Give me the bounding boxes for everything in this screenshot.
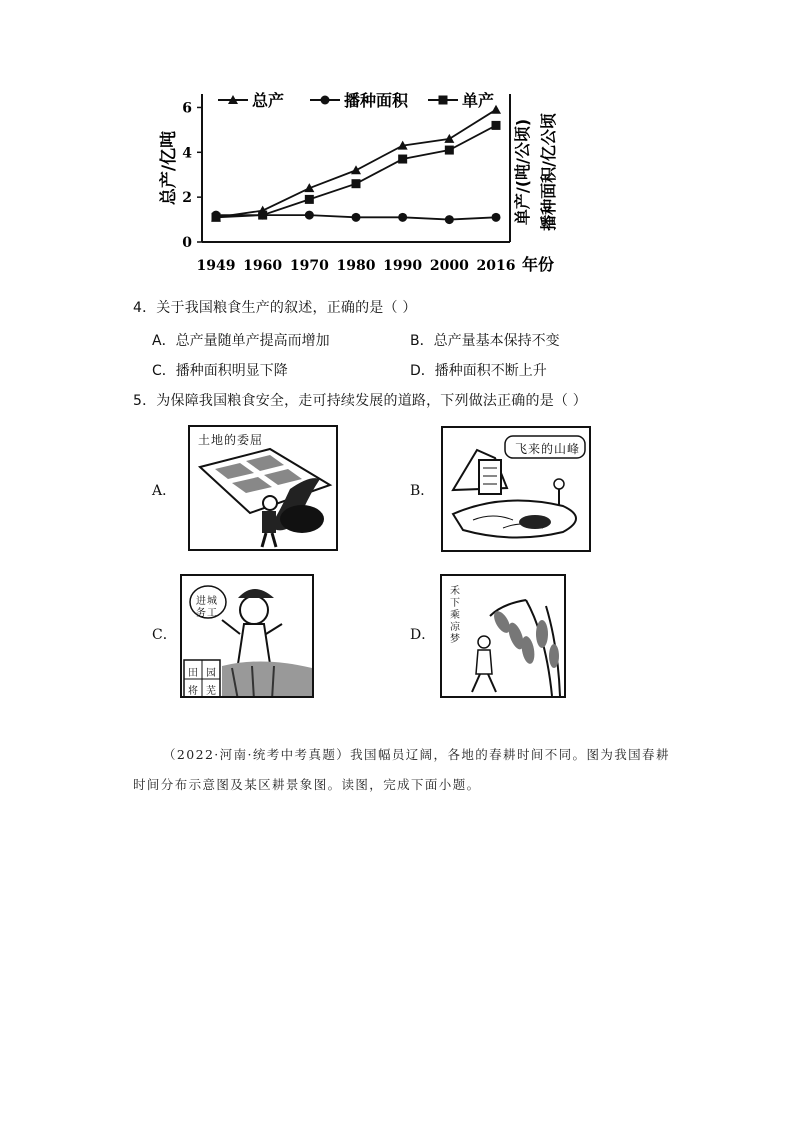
cartoon-d-caption-5: 梦 <box>450 634 461 645</box>
cartoon-b-caption: 飞来的山峰 <box>515 442 581 456</box>
data-point <box>351 165 361 174</box>
x-tick-label: 1980 <box>336 258 376 274</box>
passage-line-2: 时间分布示意图及某区耕景象图。读图，完成下面小题。 <box>133 777 481 792</box>
legend-marker <box>439 96 448 105</box>
question-4-option-d[interactable]: D．播种面积不断上升 <box>410 363 547 379</box>
cartoon-d-caption-3: 乘 <box>450 610 461 621</box>
question-4-option-c[interactable]: C．播种面积明显下降 <box>152 363 288 379</box>
x-tick-label: 1990 <box>383 258 423 274</box>
cartoon-c-bubble-1: 进城 <box>196 596 218 607</box>
data-point <box>398 213 407 222</box>
data-point <box>305 211 314 220</box>
cartoon-c-sign-1: 田 <box>188 668 199 679</box>
series-line-1 <box>216 110 496 218</box>
cartoon-a-caption: 土地的委屈 <box>198 433 264 447</box>
x-tick-label: 1970 <box>289 258 329 274</box>
x-tick-label: 2016 <box>476 258 516 274</box>
cartoon-migrant-work[interactable] <box>180 574 314 698</box>
option-a-label[interactable]: A． <box>152 483 177 499</box>
x-axis-title: 年份 <box>521 255 555 274</box>
x-tick-label: 1949 <box>196 258 236 274</box>
cartoon-c-sign-2: 园 <box>206 668 217 679</box>
data-point <box>445 146 454 155</box>
question-4-option-a[interactable]: A．总产量随单产提高而增加 <box>152 333 330 349</box>
question-4-stem: 4．关于我国粮食生产的叙述，正确的是（ ） <box>133 300 417 316</box>
data-point <box>492 213 501 222</box>
option-d-label[interactable]: D． <box>410 627 436 643</box>
cartoon-d-caption-2: 下 <box>450 598 461 609</box>
y-axis-title-right-2: 播种面积/亿公顷 <box>539 113 558 231</box>
option-c-label[interactable]: C． <box>152 627 177 643</box>
legend-label: 总产 <box>252 91 285 110</box>
cartoon-d-caption-4: 凉 <box>450 622 461 633</box>
data-point <box>444 134 454 143</box>
data-point <box>398 155 407 164</box>
data-point <box>212 213 221 222</box>
data-point <box>305 195 314 204</box>
data-point <box>258 211 267 220</box>
legend-label: 播种面积 <box>344 91 409 110</box>
cartoon-rice-dream[interactable] <box>440 574 566 698</box>
cartoon-land-grievance[interactable] <box>188 425 338 551</box>
data-point <box>352 213 361 222</box>
legend-label: 单产 <box>462 91 495 110</box>
option-b-label[interactable]: B． <box>410 483 435 499</box>
line-chart <box>150 80 590 280</box>
passage-line-1: （2022·河南·统考中考真题）我国幅员辽阔，各地的春耕时间不同。图为我国春耕 <box>163 747 670 762</box>
y-tick-label: 6 <box>182 100 192 117</box>
data-point <box>492 121 501 130</box>
question-5-stem: 5．为保障我国粮食安全，走可持续发展的道路，下列做法正确的是（ ） <box>133 393 587 409</box>
y-tick-label: 2 <box>182 190 192 207</box>
data-point <box>352 179 361 188</box>
grain-production-chart <box>150 80 590 280</box>
data-point <box>445 215 454 224</box>
cartoon-c-sign-4: 芜 <box>206 686 217 697</box>
cartoon-flying-mountain[interactable] <box>441 426 591 552</box>
cartoon-d-caption-1: 禾 <box>450 586 461 597</box>
x-tick-label: 2000 <box>429 258 469 274</box>
legend-marker <box>321 96 330 105</box>
cartoon-c-sign-3: 将 <box>188 686 199 697</box>
y-tick-label: 4 <box>182 145 192 162</box>
y-tick-label: 0 <box>182 235 192 251</box>
cartoon-c-bubble-2: 务工 <box>196 608 218 619</box>
land-illustration-icon <box>190 427 338 551</box>
y-axis-title: 总产/亿吨 <box>159 130 179 206</box>
question-4-option-b[interactable]: B．总产量基本保持不变 <box>410 333 560 349</box>
x-tick-label: 1960 <box>243 258 283 274</box>
y-axis-title-right-1: 单产/(吨/公顷) <box>513 118 532 226</box>
